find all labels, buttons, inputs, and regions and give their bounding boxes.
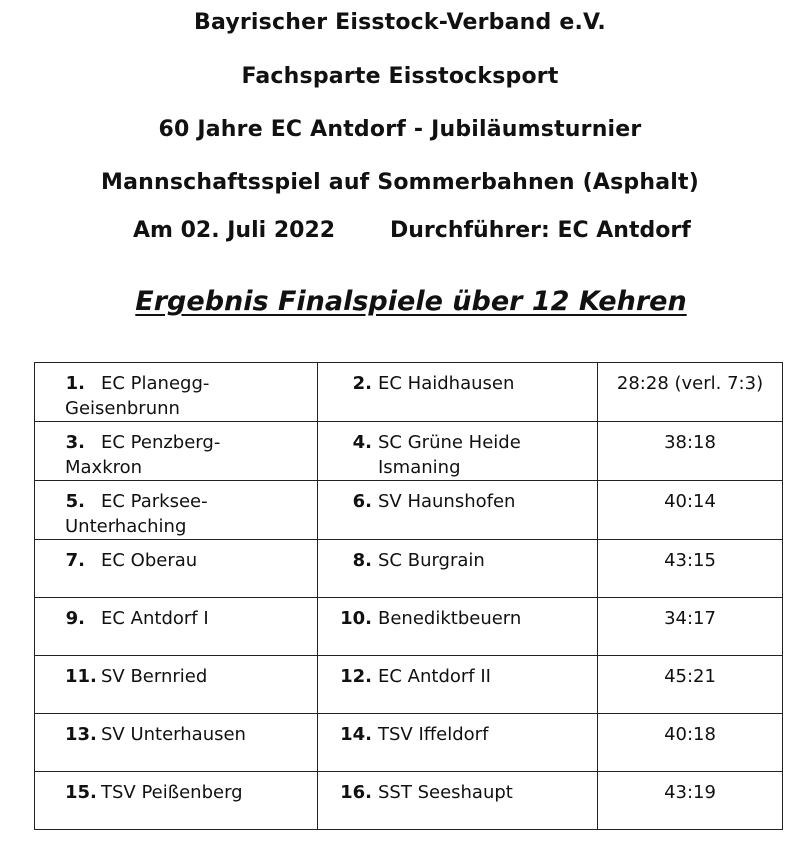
team-b-name-line: Ismaning xyxy=(378,457,461,478)
team-b-name-line: SC Burgrain xyxy=(378,550,485,571)
score-cell: 40:18 xyxy=(598,714,783,772)
results-table xyxy=(34,362,783,830)
team-b-cell xyxy=(318,714,598,772)
rank-a: 9. xyxy=(65,608,85,629)
event-date: Am 02. Juli 2022 xyxy=(133,218,336,243)
score-cell: 40:14 xyxy=(598,481,783,540)
score-cell: 34:17 xyxy=(598,598,783,656)
score-cell: 43:19 xyxy=(598,772,783,830)
team-a-cell xyxy=(35,363,318,422)
tournament-name: 60 Jahre EC Antdorf - Jubiläumsturnier xyxy=(158,117,642,142)
team-b-cell xyxy=(318,598,598,656)
table-row xyxy=(35,481,783,540)
division-name: Fachsparte Eisstocksport xyxy=(241,64,559,89)
team-a-name-line: EC Antdorf I xyxy=(101,608,209,629)
score-cell: 38:18 xyxy=(598,422,783,481)
competition-type: Mannschaftsspiel auf Sommerbahnen (Asphalt) xyxy=(100,170,699,195)
team-a-name-line: EC Planegg- xyxy=(101,373,210,394)
team-a-cell xyxy=(35,422,318,481)
table-row xyxy=(35,540,783,598)
team-a-name-line: EC Oberau xyxy=(101,550,198,571)
team-a-name-line: SV Unterhausen xyxy=(101,724,246,745)
rank-b: 6. xyxy=(352,491,372,512)
team-b-cell xyxy=(318,481,598,540)
team-b-name-line: EC Haidhausen xyxy=(378,373,515,394)
date-organizer-line xyxy=(0,218,800,254)
score-cell: 45:21 xyxy=(598,656,783,714)
team-b-cell xyxy=(318,363,598,422)
team-b-cell xyxy=(318,772,598,830)
team-b-name-line: Benediktbeuern xyxy=(378,608,522,629)
rank-a: 13. xyxy=(65,724,97,745)
team-a-name-line: EC Penzberg- xyxy=(101,432,221,453)
rank-a: 5. xyxy=(65,491,85,512)
team-a-cell xyxy=(35,481,318,540)
rank-b: 14. xyxy=(340,724,372,745)
team-a-cell xyxy=(35,656,318,714)
results-table-body xyxy=(35,363,783,830)
team-b-name-line: SC Grüne Heide xyxy=(378,432,521,453)
team-b-cell xyxy=(318,656,598,714)
results-title: Ergebnis Finalspiele über 12 Kehren xyxy=(135,286,687,317)
team-a-cell xyxy=(35,598,318,656)
team-b-name-line: SV Haunshofen xyxy=(378,491,516,512)
rank-a: 11. xyxy=(65,666,97,687)
rank-b: 16. xyxy=(340,782,372,803)
rank-a: 1. xyxy=(65,373,85,394)
table-row xyxy=(35,772,783,830)
table-row xyxy=(35,363,783,422)
team-b-cell xyxy=(318,540,598,598)
event-organizer: Durchführer: EC Antdorf xyxy=(390,218,691,243)
team-b-name-line: TSV Iffeldorf xyxy=(378,724,489,745)
team-a-cell xyxy=(35,714,318,772)
team-a-name-line: SV Bernried xyxy=(101,666,208,687)
rank-b: 12. xyxy=(340,666,372,687)
score-cell: 28:28 (verl. 7:3) xyxy=(598,363,783,422)
team-a-name-line: Unterhaching xyxy=(65,516,187,537)
rank-b: 10. xyxy=(340,608,372,629)
table-row xyxy=(35,422,783,481)
team-b-cell xyxy=(318,422,598,481)
team-a-name-line: EC Parksee- xyxy=(101,491,208,512)
team-a-name-line: Geisenbrunn xyxy=(65,398,180,419)
table-row xyxy=(35,598,783,656)
score-cell: 43:15 xyxy=(598,540,783,598)
team-a-cell xyxy=(35,540,318,598)
rank-b: 8. xyxy=(352,550,372,571)
team-b-name-line: SST Seeshaupt xyxy=(378,782,513,803)
rank-a: 15. xyxy=(65,782,97,803)
table-row xyxy=(35,714,783,772)
rank-b: 4. xyxy=(352,432,372,453)
team-a-cell xyxy=(35,772,318,830)
rank-a: 7. xyxy=(65,550,85,571)
team-a-name-line: TSV Peißenberg xyxy=(101,782,243,803)
rank-b: 2. xyxy=(352,373,372,394)
team-b-name-line: EC Antdorf II xyxy=(378,666,491,687)
rank-a: 3. xyxy=(65,432,85,453)
team-a-name-line: Maxkron xyxy=(65,457,143,478)
association-name: Bayrischer Eisstock-Verband e.V. xyxy=(194,10,606,35)
table-row xyxy=(35,656,783,714)
